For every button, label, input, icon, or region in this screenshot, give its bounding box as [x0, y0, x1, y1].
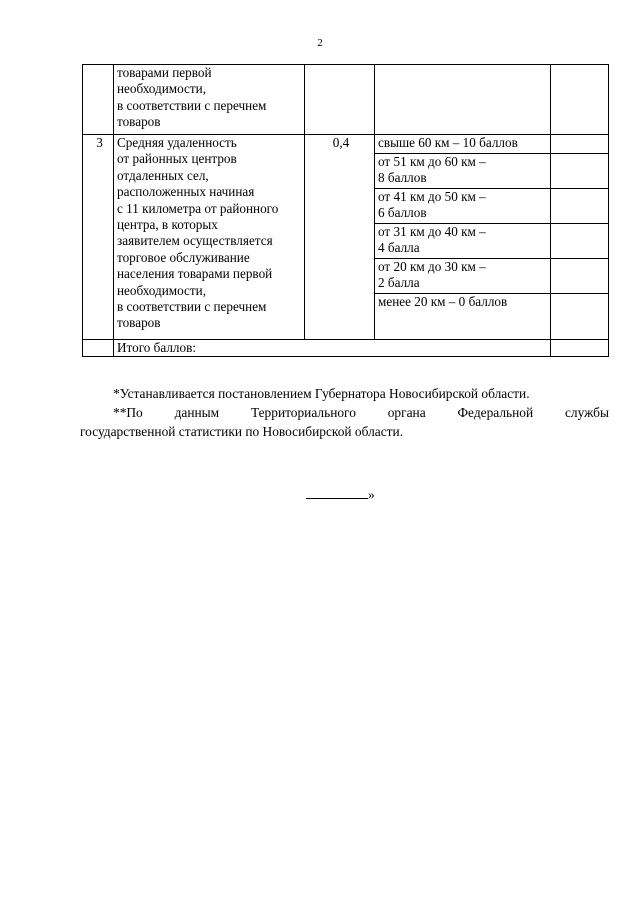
text-line: с 11 километра от районного	[117, 200, 279, 216]
text-line: товаров	[117, 114, 161, 130]
text-line: товарами первой	[117, 65, 212, 80]
score-line: 2 балла	[378, 275, 420, 291]
weight-cell	[305, 65, 375, 135]
score-line: свыше 60 км – 10 баллов	[378, 135, 518, 150]
score-cell	[375, 259, 551, 294]
score-line: 8 баллов	[378, 170, 427, 186]
points-cell	[551, 189, 609, 224]
footnote-1: *Устанавливается постановлением Губернатора Новосибирской области.	[113, 386, 530, 401]
text-line: товаров	[117, 315, 161, 331]
criterion-text-cell	[114, 65, 305, 135]
total-label-cell: Итого баллов:	[114, 340, 551, 357]
text-line: от районных центров	[117, 151, 237, 167]
text-line: расположенных начиная	[117, 184, 255, 200]
text-line: отдаленных сел,	[117, 167, 209, 183]
text-line: необходимости,	[117, 81, 207, 97]
score-cell	[375, 189, 551, 224]
text-line: населения товарами первой	[117, 266, 273, 282]
end-mark	[306, 486, 375, 503]
text-line: заявителем осуществляется	[117, 233, 273, 249]
score-cell	[375, 65, 551, 135]
score-line: 6 баллов	[378, 205, 427, 221]
weight-cell: 0,4	[305, 135, 375, 340]
table-row-continuation	[83, 65, 609, 135]
text-line: в соответствии с перечнем	[117, 299, 267, 315]
row-number-cell	[83, 340, 114, 357]
points-cell	[551, 259, 609, 294]
row-number-cell: 3	[83, 135, 114, 340]
score-cell	[375, 294, 551, 340]
score-line: от 51 км до 60 км –	[378, 154, 486, 169]
score-line: от 41 км до 50 км –	[378, 189, 486, 204]
text-line: необходимости,	[117, 282, 207, 298]
score-line: от 20 км до 30 км –	[378, 259, 486, 274]
points-cell	[551, 135, 609, 154]
criteria-table	[82, 64, 609, 357]
points-cell	[551, 224, 609, 259]
end-rule	[306, 486, 368, 499]
table-row-criterion-3	[83, 135, 609, 154]
table-row-total	[83, 340, 609, 357]
score-line: от 31 км до 40 км –	[378, 224, 486, 239]
footnote-2-line-2: государственной статистики по Новосибирской области.	[80, 424, 404, 439]
text-line: Средняя удаленность	[117, 135, 237, 150]
text-line: центра, в которых	[117, 217, 218, 233]
score-cell	[375, 224, 551, 259]
row-number-cell	[83, 65, 114, 135]
text-line: в соответствии с перечнем	[117, 97, 267, 113]
points-cell	[551, 154, 609, 189]
score-line: менее 20 км – 0 баллов	[378, 294, 508, 309]
closing-quote: »	[368, 487, 375, 502]
score-line: 4 балла	[378, 240, 420, 256]
score-cell	[375, 154, 551, 189]
footnote-2-line-1: **По данным Территориального органа Федеральной службы	[113, 405, 609, 420]
criterion-text-cell	[114, 135, 305, 340]
points-cell	[551, 294, 609, 340]
total-points-cell	[551, 340, 609, 357]
footnotes	[80, 384, 609, 441]
page-number: 2	[317, 37, 323, 49]
score-cell	[375, 135, 551, 154]
points-cell	[551, 65, 609, 135]
text-line: торговое обслуживание	[117, 249, 250, 265]
